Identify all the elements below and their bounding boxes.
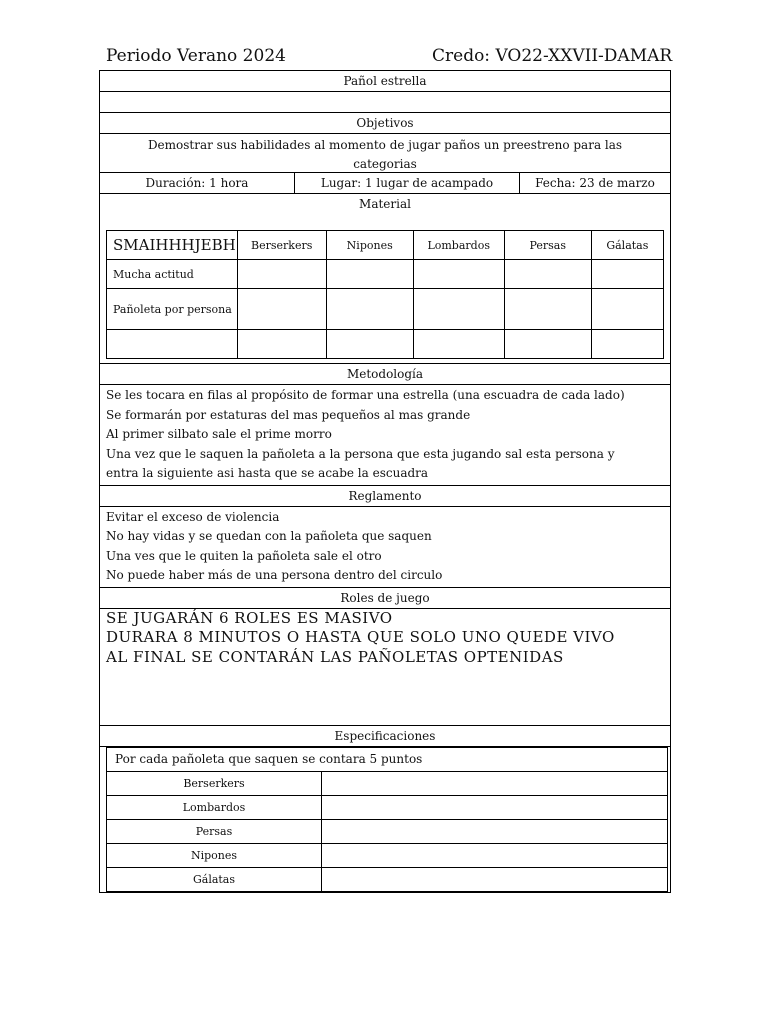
metodologia-heading: Metodología — [100, 363, 670, 384]
material-table-wrap — [100, 193, 670, 363]
metodologia-line: Se les tocara en filas al propósito de formar una estrella (una escuadra de cada lado) — [106, 388, 625, 402]
date-cell: Fecha: 23 de marzo — [519, 173, 670, 193]
spec-score-cell — [322, 867, 668, 891]
roles-text — [100, 608, 670, 725]
material-cell — [504, 289, 591, 330]
material-table — [106, 230, 664, 359]
material-cell — [413, 260, 504, 289]
blank-row — [100, 91, 670, 112]
place-cell: Lugar: 1 lugar de acampado — [294, 173, 519, 193]
material-cell — [237, 289, 326, 330]
spec-team-label: Nipones — [107, 843, 322, 867]
spec-row — [107, 795, 668, 819]
reglamento-lines — [100, 506, 670, 587]
metodologia-lines — [100, 384, 670, 485]
reglamento-line: Una ves que le quiten la pañoleta sale el otro — [106, 548, 382, 563]
material-cell — [326, 289, 413, 330]
material-cell — [413, 289, 504, 330]
spec-score-cell — [322, 843, 668, 867]
material-cell — [591, 289, 663, 330]
metodologia-line: entra la siguiente asi hasta que se acabe la escuadra — [106, 466, 429, 480]
especificaciones-table-wrap — [100, 746, 670, 892]
objectives-text: Demostrar sus habilidades al momento de jugar paños un preestreno para las categorias — [100, 133, 670, 172]
material-cell — [413, 330, 504, 359]
material-header-cell: SMAIHHHJEBH — [107, 231, 238, 260]
material-header-cell: Nipones — [326, 231, 413, 260]
info-row — [100, 172, 670, 193]
spec-score-cell — [322, 771, 668, 795]
material-row — [107, 260, 664, 289]
duration-cell: Duración: 1 hora — [145, 176, 249, 190]
period-label: Periodo Verano 2024 — [106, 46, 286, 66]
code-label: Credo: VO22-XXVII-DAMAR — [432, 46, 673, 66]
material-header-row — [107, 231, 664, 260]
material-row-label: Pañoleta por persona — [107, 289, 238, 330]
spec-score-cell — [322, 795, 668, 819]
spec-row — [107, 843, 668, 867]
metodologia-line: Una vez que le saquen la pañoleta a la persona que esta jugando sal esta persona y — [106, 446, 615, 461]
material-cell — [326, 260, 413, 289]
roles-line: DURARA 8 MINUTOS O HASTA QUE SOLO UNO QUEDE VIVO — [106, 628, 615, 646]
especificaciones-table — [106, 747, 668, 892]
spec-team-label: Berserkers — [107, 771, 322, 795]
roles-line: SE JUGARÁN 6 ROLES ES MASIVO — [106, 608, 393, 627]
material-cell — [591, 330, 663, 359]
material-row — [107, 289, 664, 330]
material-cell — [504, 260, 591, 289]
material-header-cell: Berserkers — [237, 231, 326, 260]
spec-note: Por cada pañoleta que saquen se contara 5 puntos — [107, 747, 668, 771]
reglamento-line: No hay vidas y se quedan con la pañoleta que saquen — [106, 529, 432, 543]
material-cell — [591, 260, 663, 289]
material-row-label — [107, 330, 238, 359]
activity-sheet — [99, 70, 671, 893]
spec-row — [107, 771, 668, 795]
material-cell — [237, 330, 326, 359]
roles-heading: Roles de juego — [100, 587, 670, 608]
material-heading: Material — [100, 193, 670, 214]
roles-line: AL FINAL SE CONTARÁN LAS PAÑOLETAS OPTENIDAS — [106, 647, 564, 666]
spec-note-row — [107, 747, 668, 771]
material-cell — [237, 260, 326, 289]
reglamento-heading: Reglamento — [100, 485, 670, 506]
spec-score-cell — [322, 819, 668, 843]
metodologia-line: Se formarán por estaturas del mas pequeños al mas grande — [106, 407, 471, 422]
material-header-cell: Persas — [504, 231, 591, 260]
material-row — [107, 330, 664, 359]
material-row-label: Mucha actitud — [107, 260, 238, 289]
material-section — [100, 193, 670, 363]
spec-row — [107, 867, 668, 891]
metodologia-line: Al primer silbato sale el prime morro — [106, 427, 332, 441]
spec-row — [107, 819, 668, 843]
especificaciones-heading: Especificaciones — [100, 725, 670, 746]
spec-team-label: Gálatas — [107, 867, 322, 891]
material-cell — [504, 330, 591, 359]
spec-team-label: Persas — [107, 819, 322, 843]
objectives-heading: Objetivos — [100, 112, 670, 133]
activity-title: Pañol estrella — [343, 74, 427, 88]
material-header-cell: Lombardos — [413, 231, 504, 260]
material-header-cell: Gálatas — [591, 231, 663, 260]
material-cell — [326, 330, 413, 359]
reglamento-line: Evitar el exceso de violencia — [106, 509, 280, 524]
spec-team-label: Lombardos — [107, 795, 322, 819]
reglamento-line: No puede haber más de una persona dentro del circulo — [106, 568, 443, 582]
